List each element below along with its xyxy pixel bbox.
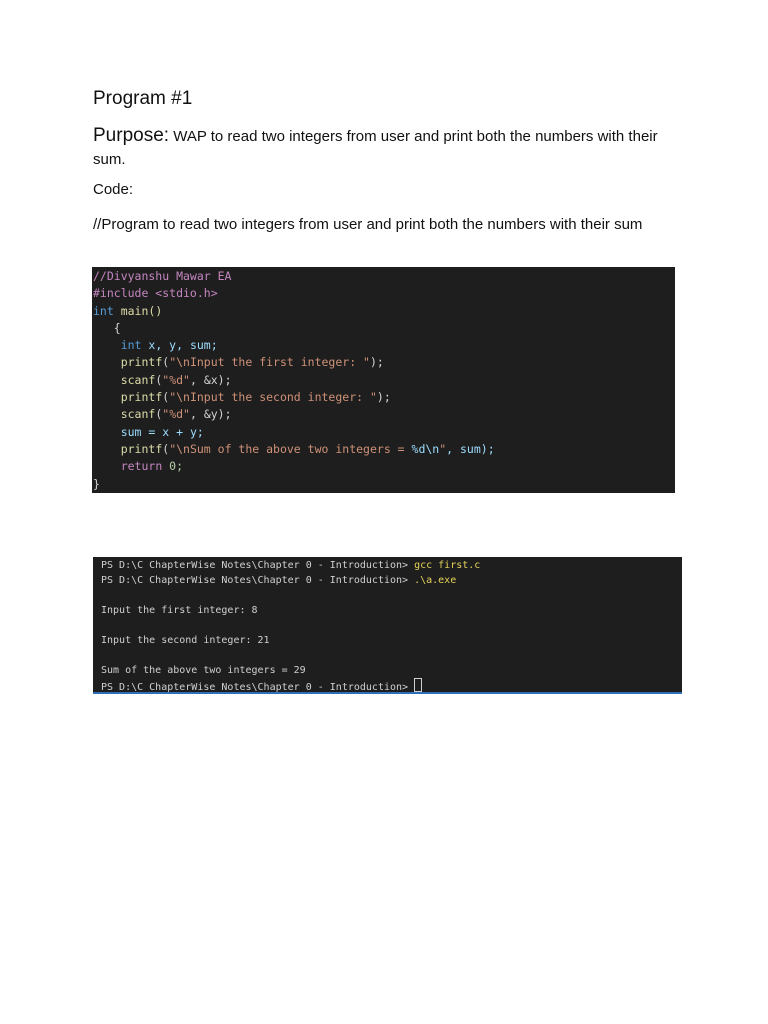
terminal-output-panel xyxy=(93,557,682,694)
code-include: #include <stdio.h> xyxy=(93,286,218,301)
code-line xyxy=(93,268,675,285)
code-declaration: x, y, sum; xyxy=(141,338,218,353)
terminal-output: Input the first integer: 8 xyxy=(101,605,258,616)
terminal-blank-line xyxy=(93,648,682,663)
terminal-line xyxy=(93,558,682,573)
code-function: printf xyxy=(120,390,163,405)
code-line xyxy=(93,458,675,475)
code-brace: } xyxy=(93,476,100,491)
terminal-prompt: PS D:\C ChapterWise Notes\Chapter 0 - Introduction> xyxy=(101,575,415,586)
code-brace: { xyxy=(93,320,121,335)
purpose-label: Purpose: xyxy=(93,125,170,146)
code-line xyxy=(93,424,675,441)
terminal-blank-line xyxy=(93,588,682,603)
terminal-prompt: PS D:\C ChapterWise Notes\Chapter 0 - Introduction> xyxy=(101,560,415,571)
code-main-signature: main() xyxy=(113,303,163,318)
terminal-line xyxy=(93,573,682,588)
code-string: "%d" xyxy=(162,372,190,387)
code-keyword: int xyxy=(120,338,142,353)
code-line xyxy=(93,303,675,320)
code-comment: //Divyanshu Mawar EA xyxy=(93,269,232,283)
program-heading: Program #1 xyxy=(93,88,193,109)
purpose-paragraph xyxy=(93,124,663,171)
code-line xyxy=(93,285,675,302)
code-line: scanf("%d", &x); xyxy=(120,372,232,387)
code-keyword: int xyxy=(93,303,114,318)
code-string: "\nInput the first integer: " xyxy=(169,355,370,370)
code-label: Code: xyxy=(93,181,134,198)
code-string: "\nSum of the above two integers = xyxy=(169,441,412,456)
code-line: scanf("%d", &y); xyxy=(120,407,232,422)
code-return-keyword: return xyxy=(120,459,163,474)
program-comment: //Program to read two integers from user and print both the numbers with their sum xyxy=(93,216,643,233)
terminal-output: Sum of the above two integers = 29 xyxy=(101,665,306,676)
code-string: "\nInput the second integer: " xyxy=(169,390,377,405)
code-statement: sum = x + y; xyxy=(120,424,204,439)
code-args: , &y); xyxy=(189,407,232,422)
code-line: printf("\nInput the first integer: "); xyxy=(120,355,384,370)
terminal-line xyxy=(93,678,682,693)
code-args: , &x); xyxy=(189,372,232,387)
code-return-value: 0; xyxy=(162,459,184,474)
code-line xyxy=(93,320,675,337)
terminal-cursor[interactable] xyxy=(414,678,422,692)
code-line: printf("\nInput the second integer: "); xyxy=(120,390,391,405)
code-string: " xyxy=(439,441,447,456)
code-editor-panel xyxy=(92,267,675,493)
code-args: , sum); xyxy=(446,441,495,456)
terminal-prompt: PS D:\C ChapterWise Notes\Chapter 0 - Introduction> xyxy=(101,682,415,693)
code-line xyxy=(93,337,675,354)
terminal-command: .\a.exe xyxy=(414,575,457,586)
code-function: scanf xyxy=(120,372,156,387)
code-line xyxy=(93,476,675,493)
code-function: scanf xyxy=(120,407,156,422)
code-string: "%d" xyxy=(162,407,190,422)
terminal-output: Input the second integer: 21 xyxy=(101,635,270,646)
code-format-specifier: %d\n xyxy=(411,441,440,456)
code-function: printf xyxy=(120,441,163,456)
terminal-command: gcc first.c xyxy=(414,560,481,571)
code-function: printf xyxy=(120,355,163,370)
code-line: printf("\nSum of the above two integers = %d\n", sum); xyxy=(120,441,495,456)
purpose-text: WAP to read two integers from user and print both the numbers with their sum. xyxy=(93,128,658,168)
terminal-blank-line xyxy=(93,618,682,633)
